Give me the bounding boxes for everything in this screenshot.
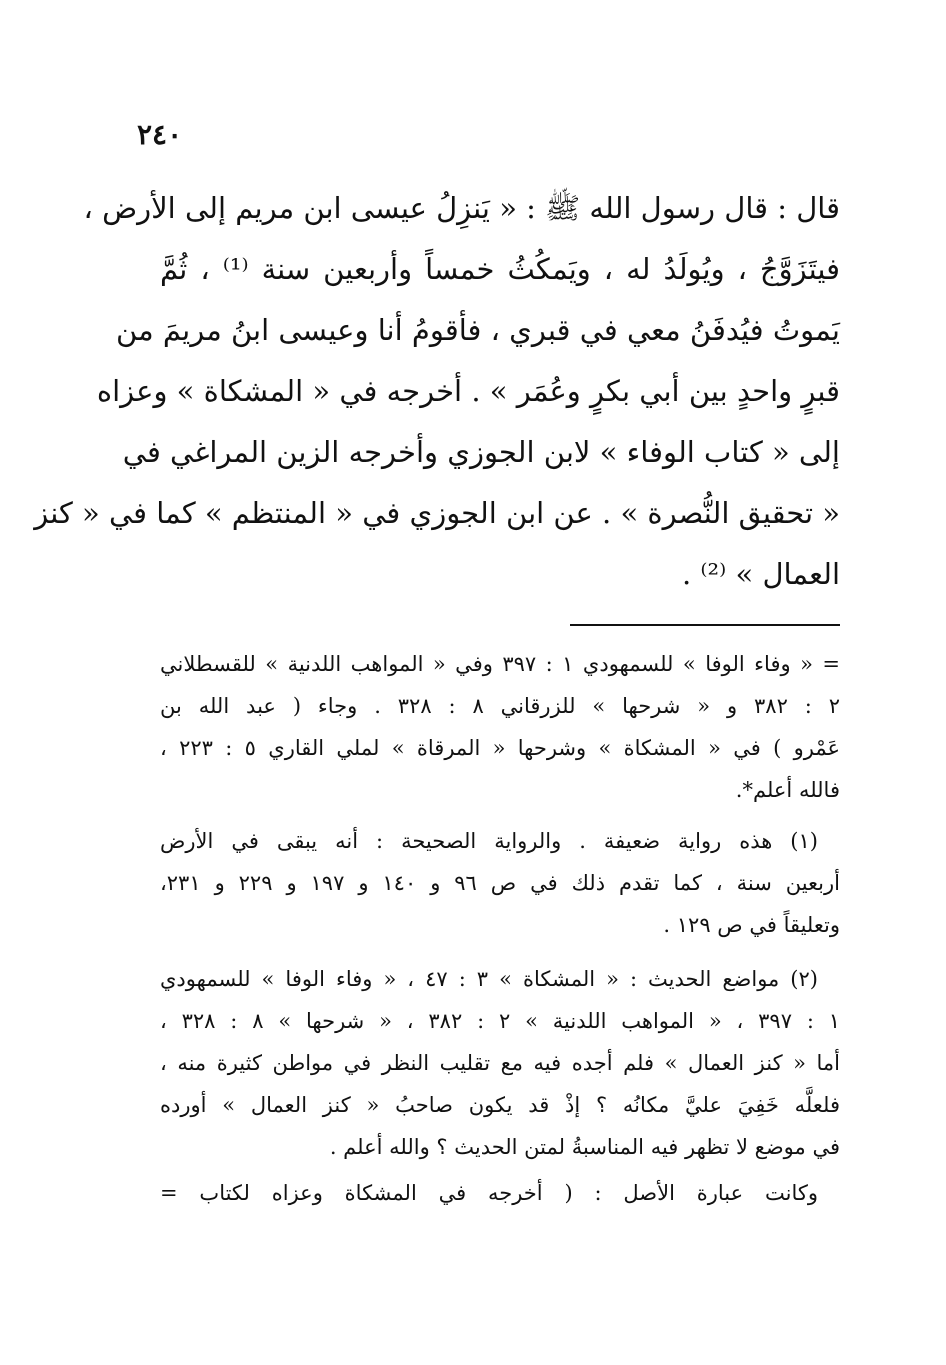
- footnote-separator: [570, 624, 840, 626]
- footnote-continuation: [160, 643, 840, 811]
- footnote-line: ٢ : ٣٨٢ و « شرحها » للزرقاني ٨ : ٣٢٨ . وجاء ( عبد الله بن: [160, 694, 841, 718]
- footnote-3: [160, 1172, 840, 1214]
- footnote-line: أربعين سنة ، كما تقدم ذلك في ص ٩٦ و ١٤٠ و ١٩٧ و ٢٢٩ و ٢٣١،: [160, 871, 841, 895]
- footnote-line: ١ : ٣٩٧ ، « المواهب اللدنية » ٢ : ٣٨٢ ، « شرحها » ٨ : ٣٢٨ ،: [160, 1009, 841, 1033]
- footnote-1: [160, 820, 840, 946]
- main-text-line: فيتَزَوَّجُ ، ويُولَدُ له ، ويَمكُثُ خمساً وأربعين سنة ⁽¹⁾ ، ثُمَّ: [160, 252, 840, 286]
- main-text-line: قبرٍ واحدٍ بين أبي بكرٍ وعُمَر » . أخرجه في « المشكاة » وعزاه: [96, 374, 840, 408]
- main-text: [34, 178, 840, 605]
- footnote-line: فلعلَّه خَفِيَ عليَّ مكانُه ؟ إذْ قد يكون صاحبُ « كنز العمال » أورده: [160, 1093, 840, 1117]
- footnote-line: = « وفاء الوفا » للسمهودي ١ : ٣٩٧ وفي « المواهب اللدنية » للقسطلاني: [160, 652, 840, 676]
- footnote-line: فالله أعلم*.: [735, 778, 840, 802]
- footnote-line: وكانت عبارة الأصل : ( أخرجه في المشكاة وعزاه لكتاب =: [160, 1181, 818, 1205]
- main-text-line: « تحقيق النُّصرة » . عن ابن الجوزي في « المنتظم » كما في « كنز: [34, 496, 840, 530]
- footnote-line: وتعليقاً في ص ١٢٩ .: [663, 913, 840, 937]
- main-text-line: العمال » ⁽²⁾ .: [681, 557, 840, 591]
- footnote-line: (٢) مواضع الحديث : « المشكاة » ٣ : ٤٧ ، « وفاء الوفا » للسمهودي: [160, 967, 818, 991]
- footnote-line: عَمْرو ) في « المشكاة » وشرحها « المرقاة » لملي القاري ٥ : ٢٢٣ ،: [160, 736, 840, 760]
- page-number: ٢٤٠: [137, 118, 183, 151]
- footnote-line: أما « كنز العمال » فلم أجده فيه مع تقليب النظر في مواطن كثيرة منه ،: [160, 1051, 840, 1075]
- main-text-line: يَموتُ فيُدفَنُ معي في قبري ، فأقومُ أنا وعيسى ابنُ مريمَ من: [116, 313, 840, 347]
- footnote-line: (١) هذه رواية ضعيفة . والرواية الصحيحة : أنه يبقى في الأرض: [160, 829, 818, 853]
- footnote-line: في موضع لا تظهر فيه المناسبةُ لمتن الحديث ؟ والله أعلم .: [329, 1135, 840, 1159]
- main-text-line: قال : قال رسول الله ﷺ : « يَنزِلُ عيسى ابن مريم إلى الأرض ،: [83, 191, 840, 225]
- main-text-line: إلى « كتاب الوفاء » لابن الجوزي وأخرجه الزين المراغي في: [122, 435, 840, 469]
- footnote-2: [160, 958, 840, 1168]
